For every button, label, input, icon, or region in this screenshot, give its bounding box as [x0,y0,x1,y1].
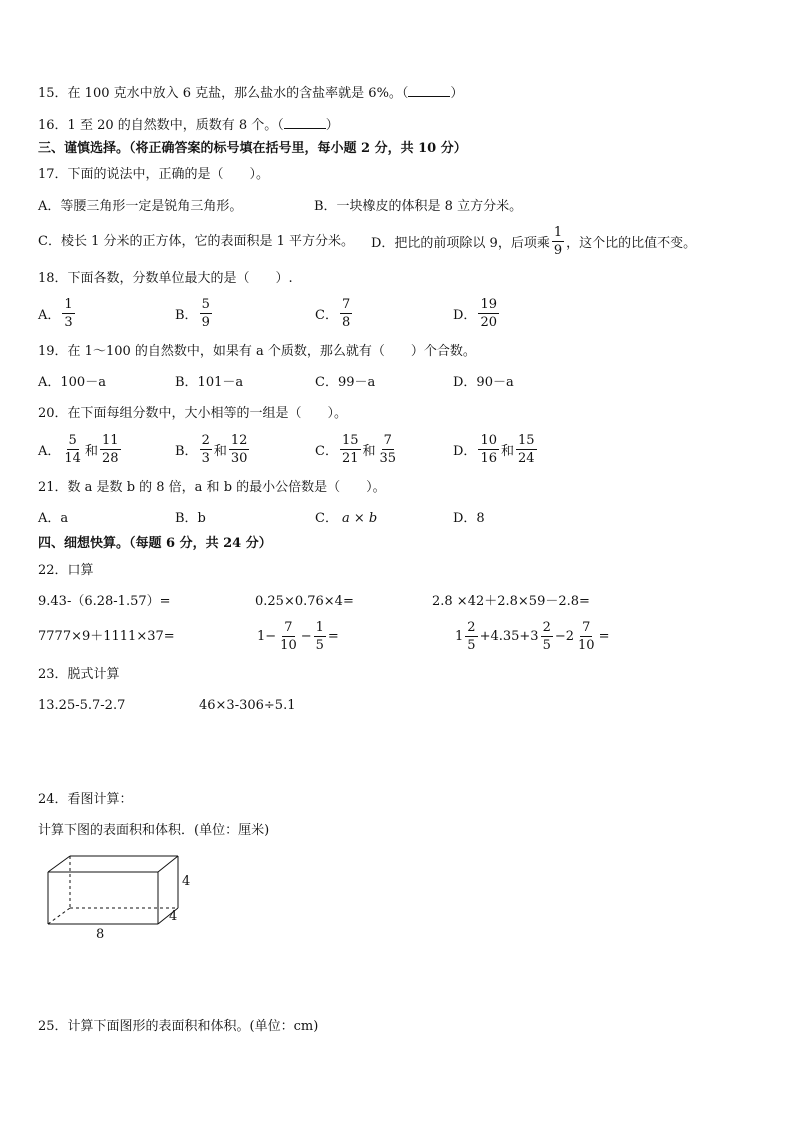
option-c[interactable]: C． a × b [315,511,378,526]
option-c[interactable]: C．棱长 1 分米的正方体，它的表面积是 1 平方分米。 [38,234,355,249]
answer-blank[interactable] [408,84,450,97]
expression-3: 2.8 ×42＋2.8×59－2.8= [432,594,590,609]
question-number: 16． [38,118,68,133]
expression-6: 1 $\frac{2}{5}$ +4.35+3 $\frac{2}{5}$ −2 $\frac{7}{10}$ = [455,620,610,653]
question-18-stem: 18．下面各数，分数单位最大的是（ ）. [38,271,293,286]
option-b[interactable]: B． $\frac{2}{3}$ 和 $\frac{12}{30}$ [175,433,248,466]
question-16: 16．1 至 20 的自然数中，质数有 8 个。（ ） [38,118,339,133]
option-a[interactable]: A． $\frac{5}{14}$ 和 $\frac{11}{28}$ [38,433,119,466]
width-label: 4 [169,909,178,924]
option-b[interactable]: B．b [175,511,206,526]
question-20-stem: 20．在下面每组分数中，大小相等的一组是（ ）。 [38,406,348,421]
question-19-stem: 19．在 1～100 的自然数中，如果有 a 个质数，那么就有（ ）个合数。 [38,344,476,359]
option-b[interactable]: B． $\frac{5}{9}$ [175,297,210,330]
question-22-title: 22．口算 [38,563,94,578]
expression-2: 0.25×0.76×4= [255,594,354,609]
expression-2: 46×3-306÷5.1 [199,698,296,713]
option-b[interactable]: B．一块橡皮的体积是 8 立方分米。 [314,199,523,214]
expression-1: 9.43-（6.28-1.57）= [38,594,171,609]
cuboid-figure [40,852,200,947]
option-c[interactable]: C． $\frac{15}{21}$ 和 $\frac{7}{35}$ [315,433,397,466]
question-25-title: 25．计算下面图形的表面积和体积。(单位：cm) [38,1019,319,1034]
expression-1: 13.25-5.7-2.7 [38,698,126,713]
length-label: 8 [96,927,105,942]
question-24-title: 24．看图计算： [38,792,133,807]
question-17-stem: 17．下面的说法中，正确的是（ ）。 [38,167,270,182]
answer-blank[interactable] [284,116,326,129]
fraction: $\frac{1}{9}$ [553,225,563,258]
option-c[interactable]: C．99－a [315,375,376,390]
question-text: 1 至 20 的自然数中，质数有 8 个。（ [67,118,284,133]
question-text: 在 100 克水中放入 6 克盐，那么盐水的含盐率就是 6%。（ [67,86,409,101]
option-a[interactable]: A．等腰三角形一定是锐角三角形。 [38,199,243,214]
height-label: 4 [182,874,191,889]
option-a[interactable]: A．a [38,511,69,526]
question-number: 15． [38,86,68,101]
option-d[interactable]: D． $\frac{10}{16}$ 和 $\frac{15}{24}$ [453,433,535,466]
expression-4: 7777×9＋1111×37= [38,629,175,644]
question-21-stem: 21．数 a 是数 b 的 8 倍，a 和 b 的最小公倍数是（ ）。 [38,480,386,495]
option-b[interactable]: B．101－a [175,375,244,390]
question-15: 15．在 100 克水中放入 6 克盐，那么盐水的含盐率就是 6%。（ ） [38,86,464,101]
option-d[interactable]: D． $\frac{19}{20}$ [453,297,497,330]
option-d[interactable]: D．8 [453,511,485,526]
question-24-subtitle: 计算下图的表面积和体积．(单位：厘米) [38,823,270,838]
expression-5: 1− $\frac{7}{10}$ − $\frac{1}{5}$ = [257,620,339,653]
option-d[interactable]: D．90－a [453,375,514,390]
option-a[interactable]: A． $\frac{1}{3}$ [38,297,73,330]
option-c[interactable]: C． $\frac{7}{8}$ [315,297,351,330]
option-d[interactable]: D．把比的前项除以 9，后项乘 $\frac{1}{9}$ ，这个比的比值不变。 [371,225,697,258]
section-4-heading: 四、细想快算。（每题 6 分，共 24 分） [38,536,272,551]
question-23-title: 23．脱式计算 [38,667,120,682]
section-3-heading: 三、谨慎选择。（将正确答案的标号填在括号里，每小题 2 分，共 10 分） [38,141,467,156]
option-a[interactable]: A．100－a [38,375,106,390]
